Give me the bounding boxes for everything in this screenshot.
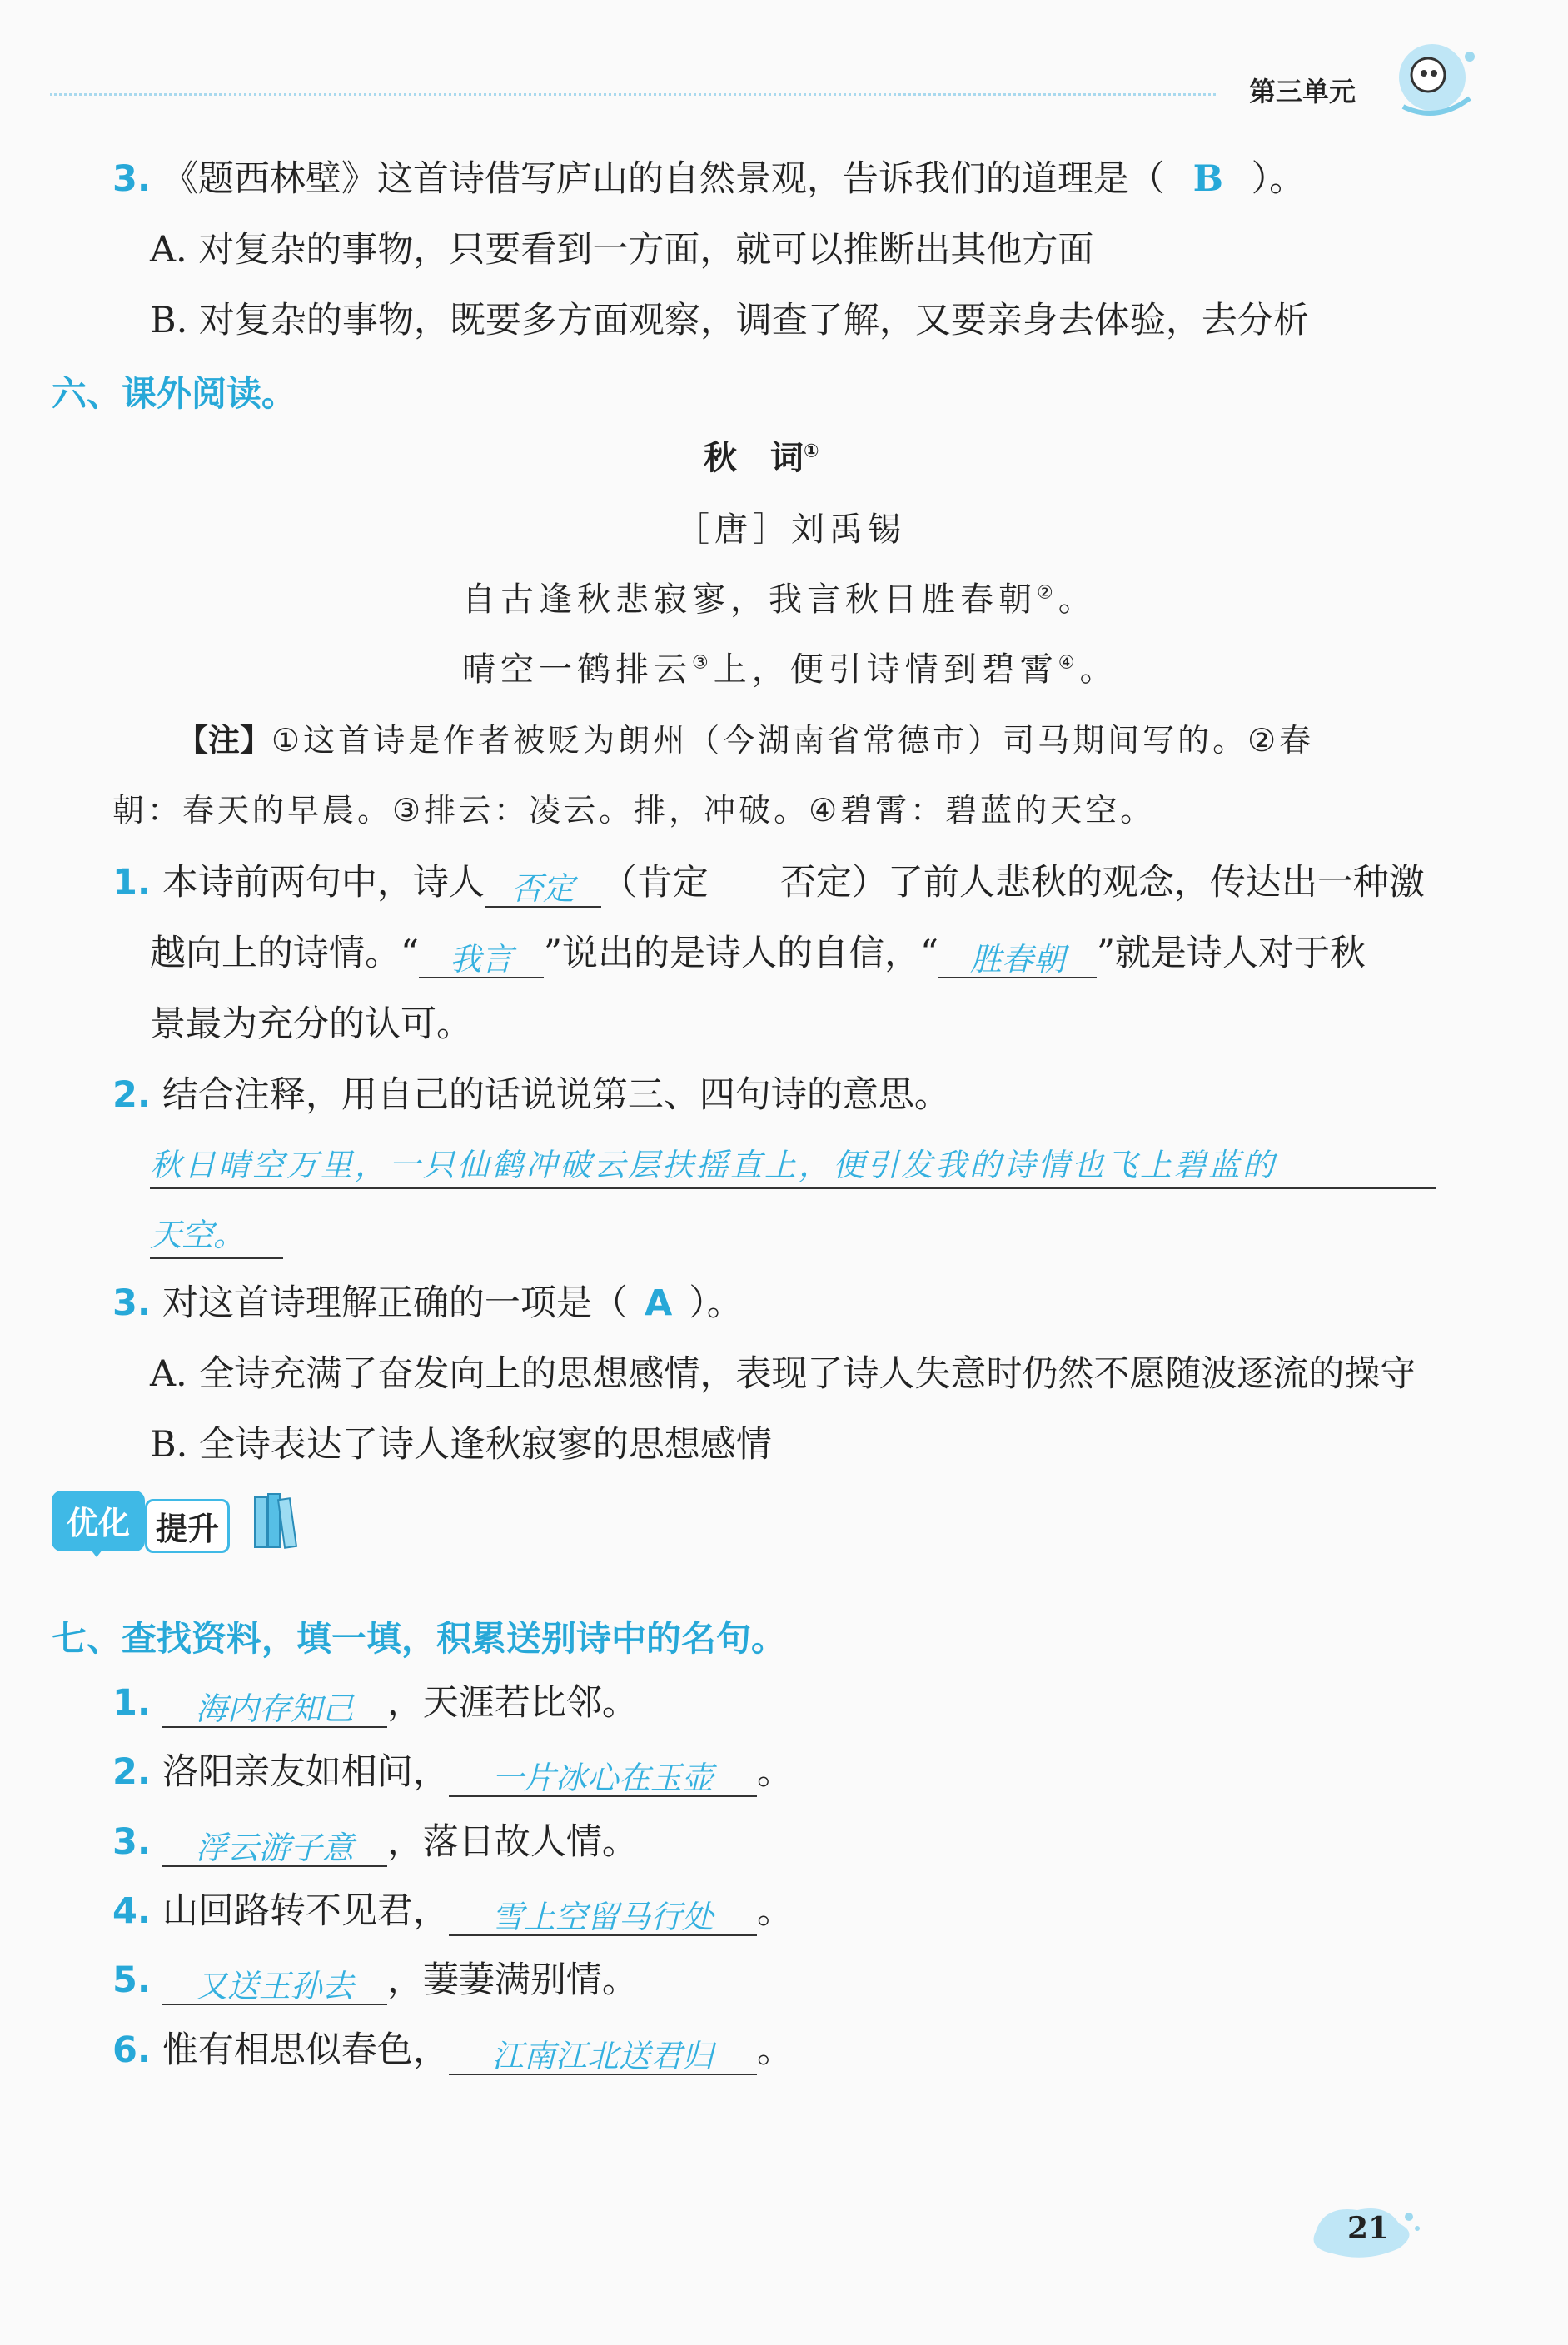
note-text-1: ①这首诗是作者被贬为朗州（今湖南省常德市）司马期间写的。②春 (271, 722, 1315, 759)
banner-part-2: 提升 (145, 1499, 230, 1553)
s7-item-1-answer: 海内存知己 (195, 1690, 354, 1727)
poem-title-text: 秋 词 (704, 439, 804, 477)
s7-item-6-answer: 江南江北送君归 (491, 2038, 714, 2074)
improve-banner (52, 1491, 318, 1557)
poem-line-2-note-b: ④ (1058, 652, 1080, 674)
note-label: 【注】 (177, 722, 272, 759)
q5-3-text-end: ）。 (1251, 158, 1306, 200)
q5-3-line (112, 154, 1305, 204)
s6-q3-text: 对这首诗理解正确的一项是（ (162, 1282, 628, 1324)
s7-item-5 (112, 1955, 638, 2005)
q5-3-text: 《题西林壁》这首诗借写庐山的自然景观，告诉我们的道理是（ (162, 158, 1165, 200)
s6-q3-number: 3. (112, 1282, 152, 1324)
s6-q2-answer-line-1 (150, 1139, 1436, 1189)
poem-line-1-text: 自古逢秋悲寂寥，我言秋日胜春朝 (462, 580, 1037, 619)
s7-item-2-text-end: 。 (756, 1751, 793, 1793)
s7-item-4-text-end: 。 (756, 1890, 793, 1932)
s7-item-6-text: 惟有相思似春色， (162, 2029, 449, 2071)
s6-q1-line-2 (150, 929, 1366, 978)
poem-line-2-end: 。 (1079, 650, 1118, 689)
poem-title (704, 431, 819, 479)
s7-item-1-blank (162, 1683, 387, 1728)
s7-item-1 (112, 1678, 638, 1728)
s6-q2-answer-1: 秋日晴空万里，一只仙鹤冲破云层扶摇直上，便引发我的诗情也飞上碧蓝的 (150, 1147, 1277, 1183)
s6-q3-line (112, 1278, 743, 1328)
s7-item-5-text: ，萋萋满别情。 (386, 1959, 638, 2001)
poem-line-2-note-a: ③ (692, 652, 714, 674)
q5-3-number: 3. (112, 158, 152, 200)
s6-q2-text: 结合注释，用自己的话说说第三、四句诗的意思。 (162, 1074, 950, 1116)
s6-q1-text-c: 越向上的诗情。“ (150, 933, 419, 974)
banner-pointer (85, 1542, 108, 1557)
s7-item-6-number: 6. (112, 2029, 152, 2071)
s6-q1-blank-2 (419, 934, 544, 978)
s6-q1-answer-1: 否定 (510, 870, 575, 907)
poem-line-2-text-a: 晴空一鹤排云 (462, 650, 692, 689)
poem-line-1-note: ② (1037, 582, 1058, 604)
s6-q1-text-a: 本诗前两句中，诗人 (162, 862, 485, 904)
s6-q3-option-a: A. 全诗充满了奋发向上的思想感情，表现了诗人失意时仍然不愿随波逐流的操守 (150, 1353, 1416, 1395)
unit-label: 第三单元 (1249, 76, 1356, 107)
s6-q1-answer-2: 我言 (449, 941, 513, 978)
section6-title: 六、课外阅读。 (52, 373, 297, 414)
s6-q1-text-e: ”就是诗人对于秋 (1096, 933, 1366, 974)
s7-item-6-text-end: 。 (756, 2029, 793, 2071)
s6-q1-answer-3: 胜春朝 (969, 941, 1065, 978)
s7-item-6 (112, 2025, 793, 2075)
mascot-icon (1386, 32, 1486, 127)
s7-item-2-blank (449, 1752, 757, 1797)
s6-q3-option-b: B. 全诗表达了诗人逢秋寂寥的思想感情 (150, 1424, 772, 1466)
page-number: 21 (1347, 2211, 1390, 2246)
s7-item-2-number: 2. (112, 1751, 152, 1793)
s7-item-3 (112, 1817, 638, 1867)
poem-author: ［唐］刘禹锡 (676, 510, 906, 549)
s6-q3-text-end: ）。 (689, 1282, 743, 1324)
note-line-1 (177, 714, 1314, 760)
s7-item-2-answer: 一片冰心在玉壶 (491, 1760, 714, 1796)
s6-q3-answer: A (644, 1282, 673, 1324)
s6-q2-answer-line-2 (150, 1209, 283, 1259)
poem-line-2 (462, 643, 1118, 690)
s7-item-2 (112, 1747, 793, 1797)
s6-q1-blank-3 (938, 934, 1097, 978)
poem-line-2-text-b: 上，便引诗情到碧霄 (713, 650, 1058, 689)
poem-line-1 (462, 573, 1097, 620)
books-icon (251, 1491, 310, 1556)
header-rule (50, 93, 1216, 96)
s7-item-4-text: 山回路转不见君， (162, 1890, 449, 1932)
s7-item-5-answer: 又送王孙去 (195, 1968, 354, 2004)
s7-item-4-number: 4. (112, 1890, 152, 1932)
s7-item-1-number: 1. (112, 1682, 152, 1724)
q5-3-option-a: A. 对复杂的事物，只要看到一方面，就可以推断出其他方面 (150, 229, 1094, 271)
s7-item-1-text: ，天涯若比邻。 (386, 1682, 638, 1724)
s6-q1-number: 1. (112, 862, 152, 904)
note-line-2: 朝：春天的早晨。③排云：凌云。排，冲破。④碧霄：碧蓝的天空。 (112, 792, 1156, 829)
s7-item-2-text: 洛阳亲友如相问， (162, 1751, 449, 1793)
s6-q2-number: 2. (112, 1074, 152, 1116)
s6-q1-line-3: 景最为充分的认可。 (150, 1003, 472, 1045)
s7-item-3-number: 3. (112, 1821, 152, 1863)
s7-item-4-answer: 雪上空留马行处 (491, 1899, 714, 1935)
s6-q2-line (112, 1070, 950, 1120)
s7-item-5-number: 5. (112, 1959, 152, 2001)
s7-item-6-blank (449, 2030, 757, 2075)
s7-item-4 (112, 1886, 793, 1936)
section7-title: 七、查找资料，填一填，积累送别诗中的名句。 (52, 1618, 787, 1659)
poem-title-note: ① (804, 441, 819, 462)
s7-item-4-blank (449, 1891, 757, 1936)
banner-part-1: 优化 (52, 1491, 145, 1551)
s6-q1-line-1 (112, 858, 1425, 908)
s7-item-5-blank (162, 1960, 387, 2005)
s6-q2-answer-2: 天空。 (150, 1217, 246, 1253)
s6-q1-text-b: （肯定 否定）了前人悲秋的观念，传达出一种激 (600, 862, 1425, 904)
q5-3-answer: B (1192, 158, 1223, 200)
s7-item-3-text: ，落日故人情。 (386, 1821, 638, 1863)
s6-q1-text-d: ”说出的是诗人的自信，“ (543, 933, 938, 974)
s6-q1-blank-1 (485, 863, 601, 908)
poem-line-1-end: 。 (1058, 580, 1097, 619)
q5-3-option-b: B. 对复杂的事物，既要多方面观察，调查了解，又要亲身去体验，去分析 (150, 300, 1309, 341)
s7-item-3-blank (162, 1822, 387, 1867)
s7-item-3-answer: 浮云游子意 (195, 1830, 354, 1866)
